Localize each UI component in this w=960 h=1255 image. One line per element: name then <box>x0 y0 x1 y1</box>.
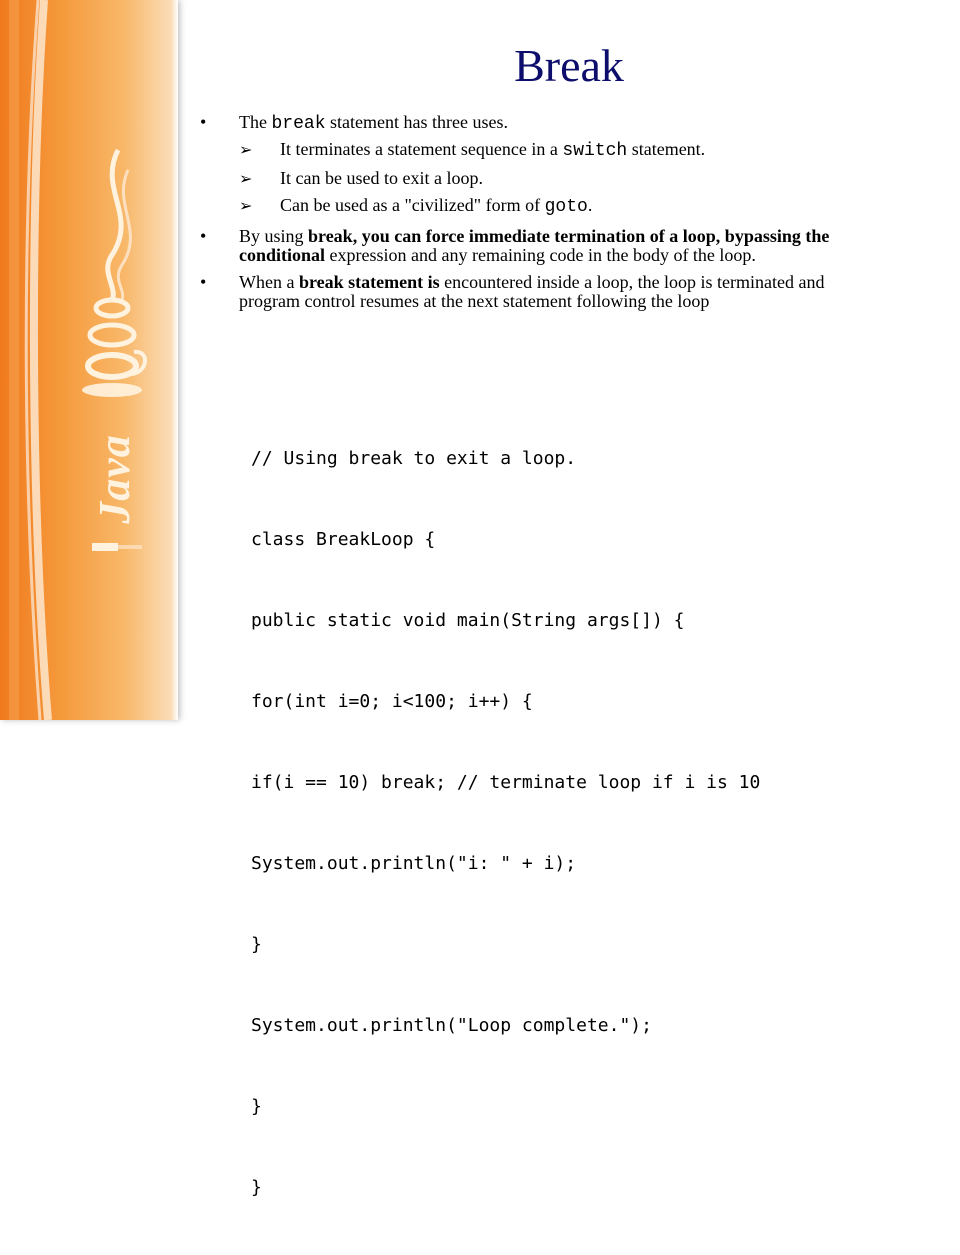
code-line: // Using break to exit a loop. <box>251 448 577 469</box>
code-line: for(int i=0; i<100; i++) { <box>251 691 533 712</box>
code-term: goto <box>544 197 588 217</box>
code-term: switch <box>562 141 628 161</box>
bullet-dot: • <box>200 272 207 292</box>
bullet-dot: • <box>200 112 207 132</box>
code-line: System.out.println("Loop complete."); <box>251 1015 652 1036</box>
slide-title: Break <box>514 40 624 91</box>
arrow-bullet-icon: ➢ <box>239 169 253 188</box>
code-line: } <box>251 934 262 955</box>
code-line: } <box>251 1177 262 1198</box>
code-term: break <box>271 114 326 134</box>
code-line: System.out.println("i: " + i); <box>251 853 577 874</box>
bullet-item: • By using break, you can force immediate termination of a loop, bypassing the conditional expression and any remaining code in the body of the loop. <box>200 226 830 265</box>
arrow-bullet-icon: ➢ <box>239 140 253 159</box>
bullet-item: • When a break statement is encountered inside a loop, the loop is terminated and program control resumes at the next statement following the loop <box>200 272 825 311</box>
java-banner <box>0 0 178 720</box>
sub-bullet-item: ➢ It terminates a statement sequence in a switch statement. <box>239 139 706 161</box>
banner-edge <box>172 0 178 720</box>
java-logo-text: Java <box>90 434 139 524</box>
bullet-item: • The break statement has three uses. <box>200 112 508 134</box>
code-line: } <box>251 1096 262 1117</box>
code-line: public static void main(String args[]) { <box>251 610 685 631</box>
code-block <box>251 391 760 1255</box>
bullet-dot: • <box>200 226 207 246</box>
code-line: if(i == 10) break; // terminate loop if i is 10 <box>251 772 761 793</box>
java-logo-icon <box>0 0 178 720</box>
code-line: class BreakLoop { <box>251 529 436 550</box>
arrow-bullet-icon: ➢ <box>239 196 253 215</box>
sub-bullet-item: ➢ It can be used to exit a loop. <box>239 168 483 188</box>
sub-bullet-item: ➢ Can be used as a "civilized" form of goto. <box>239 195 593 217</box>
bullet-list <box>200 113 880 317</box>
